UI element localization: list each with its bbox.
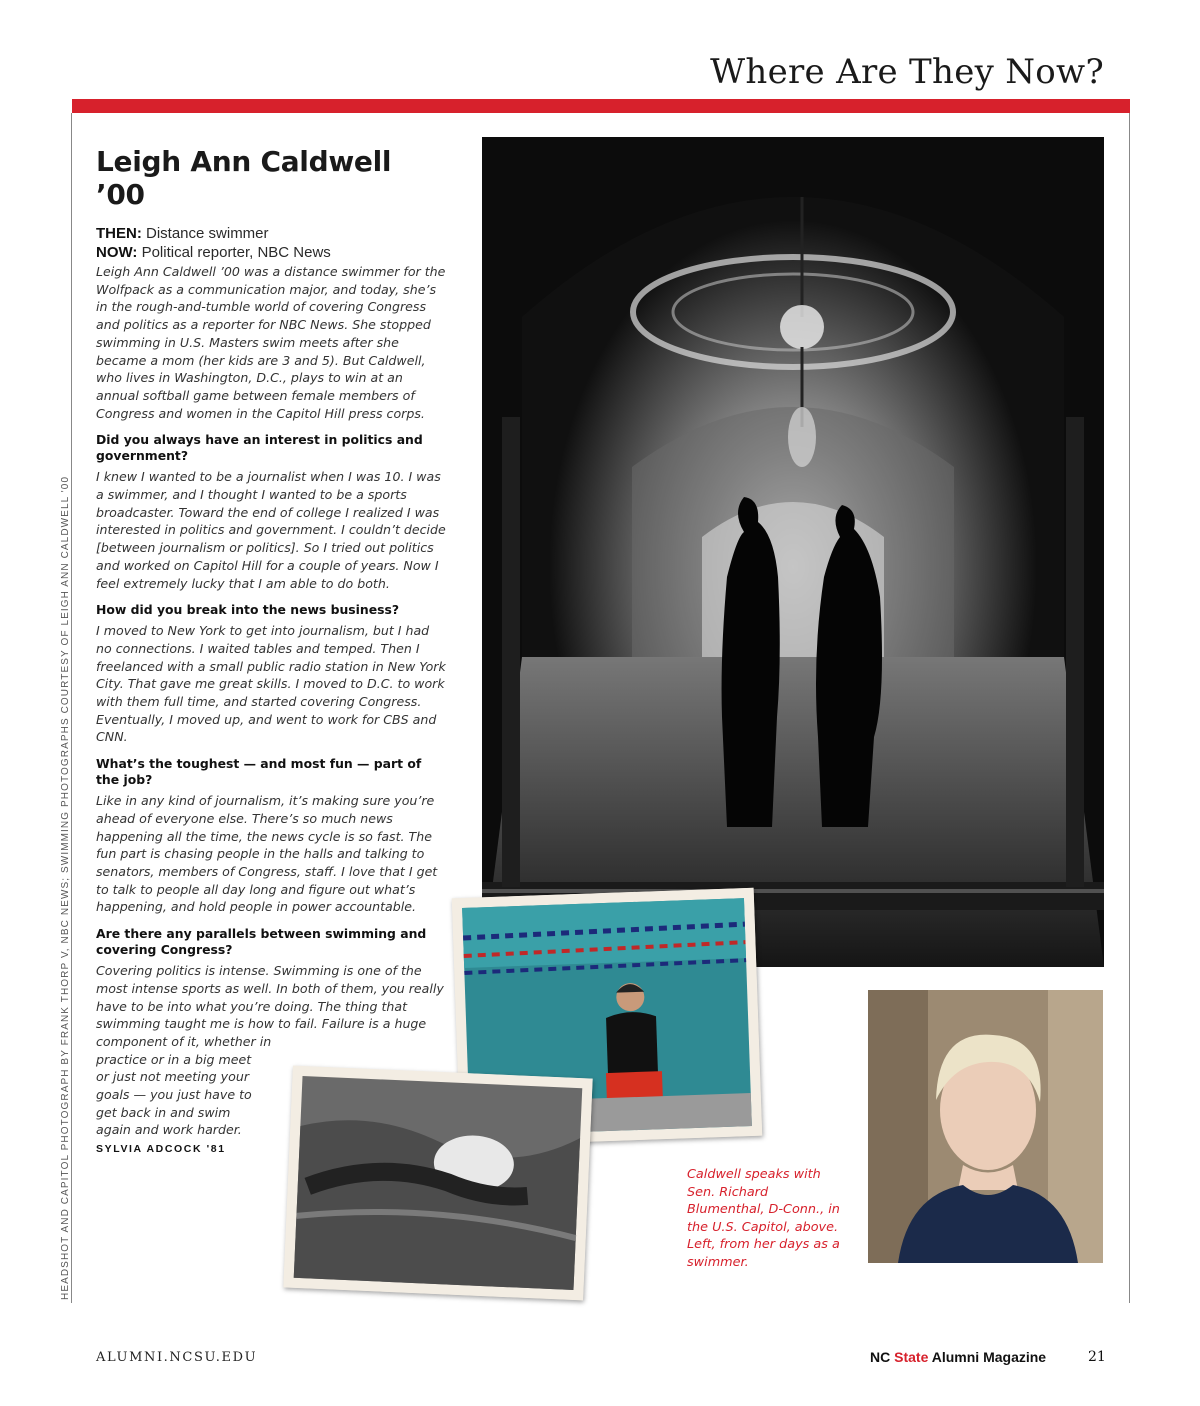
answer: I knew I wanted to be a journalist when I was 10. I was a swimmer, and I thought I wanted to be a sports broadcaster. Toward the end of college I realized I was interested in politics and government. I couldn’t decide [between journalism or politics]. So I tried out politics and worked on Capitol Hill for a couple of years. Now I feel extremely lucky that I am able to do both. [96, 469, 446, 591]
article-intro: Leigh Ann Caldwell ’00 was a distance swimmer for the Wolfpack as a communication major, and today, she’s in the rough-and-tumble world of covering Congress and politics as a reporter for NBC News. She stopped swimming in U.S. Masters swim meets after she became a mom (her kids are 3 and 5). But Caldwell, who lives in Washington, D.C., plays to win at an annual softball game between female members of Congress and women in the Capitol Hill press corps. [96, 264, 446, 421]
now-value: Political reporter, NBC News [141, 244, 331, 261]
question: Are there any parallels between swimming and covering Congress? [96, 926, 427, 958]
headshot-photo [868, 990, 1103, 1263]
question: Did you always have an interest in politics and government? [96, 432, 423, 464]
photo-credit: HEADSHOT AND CAPITOL PHOTOGRAPH BY FRANK THORP V, NBC NEWS; SWIMMING PHOTOGRAPHS COURTESY OF LEIGH ANN CALDWELL '00 [60, 475, 71, 1300]
right-border-rule [1129, 113, 1130, 1303]
article [96, 145, 446, 1155]
footer-brand [870, 1349, 1046, 1365]
section-title: Where Are They Now? [710, 52, 1104, 92]
brand-state: State [894, 1349, 929, 1365]
swimmer-bw-photo [283, 1066, 592, 1301]
brand-rest: Alumni Magazine [931, 1349, 1047, 1365]
left-border-rule [71, 113, 72, 1303]
byline: SYLVIA ADCOCK '81 [96, 1143, 226, 1156]
photo-caption: Caldwell speaks with Sen. Richard Blumenthal, D-Conn., in the U.S. Capitol, above. Left, from her days as a swimmer. [687, 1167, 840, 1270]
page-number: 21 [1088, 1349, 1106, 1365]
now-line [96, 244, 446, 261]
question: How did you break into the news business? [96, 602, 400, 618]
answer-continued: practice or in a big meet or just not meeting your goals — you just have to get back in and swim again and work harder. [96, 1051, 252, 1138]
capitol-hallway-photo [482, 137, 1104, 967]
answer: Covering politics is intense. Swimming is one of the most intense sports as well. In both of them, you really have to be into what you’re doing. The thing that swimming taught me is how to fail. Failure is a huge component of it, whether in [96, 963, 444, 1049]
now-label: NOW: [96, 244, 138, 261]
then-value: Distance swimmer [146, 225, 269, 242]
header-rule [72, 99, 1130, 113]
answer: Like in any kind of journalism, it’s making sure you’re ahead of everyone else. There’s so much news happening all the time, the news cycle is so fast. The fun part is chasing people in the halls and talking to senators, members of Congress, staff. I love that I get to talk to people all day long and figure out what’s happening, and hold people in power accountable. [96, 793, 438, 915]
question: What’s the toughest — and most fun — part of the job? [96, 756, 422, 788]
brand-nc: NC [870, 1349, 891, 1365]
footer-url[interactable]: ALUMNI.NCSU.EDU [96, 1350, 258, 1365]
then-label: THEN: [96, 225, 142, 242]
answer: I moved to New York to get into journalism, but I had no connections. I waited tables and temped. Then I freelanced with a small public radio station in New York City. That gave me great skills. I moved to D.C. to work with them full time, and started covering Congress. Eventually, I moved up, and went to work for CBS and CNN. [96, 623, 446, 745]
article-headline: Leigh Ann Caldwell ’00 [96, 145, 392, 211]
then-line [96, 225, 446, 242]
